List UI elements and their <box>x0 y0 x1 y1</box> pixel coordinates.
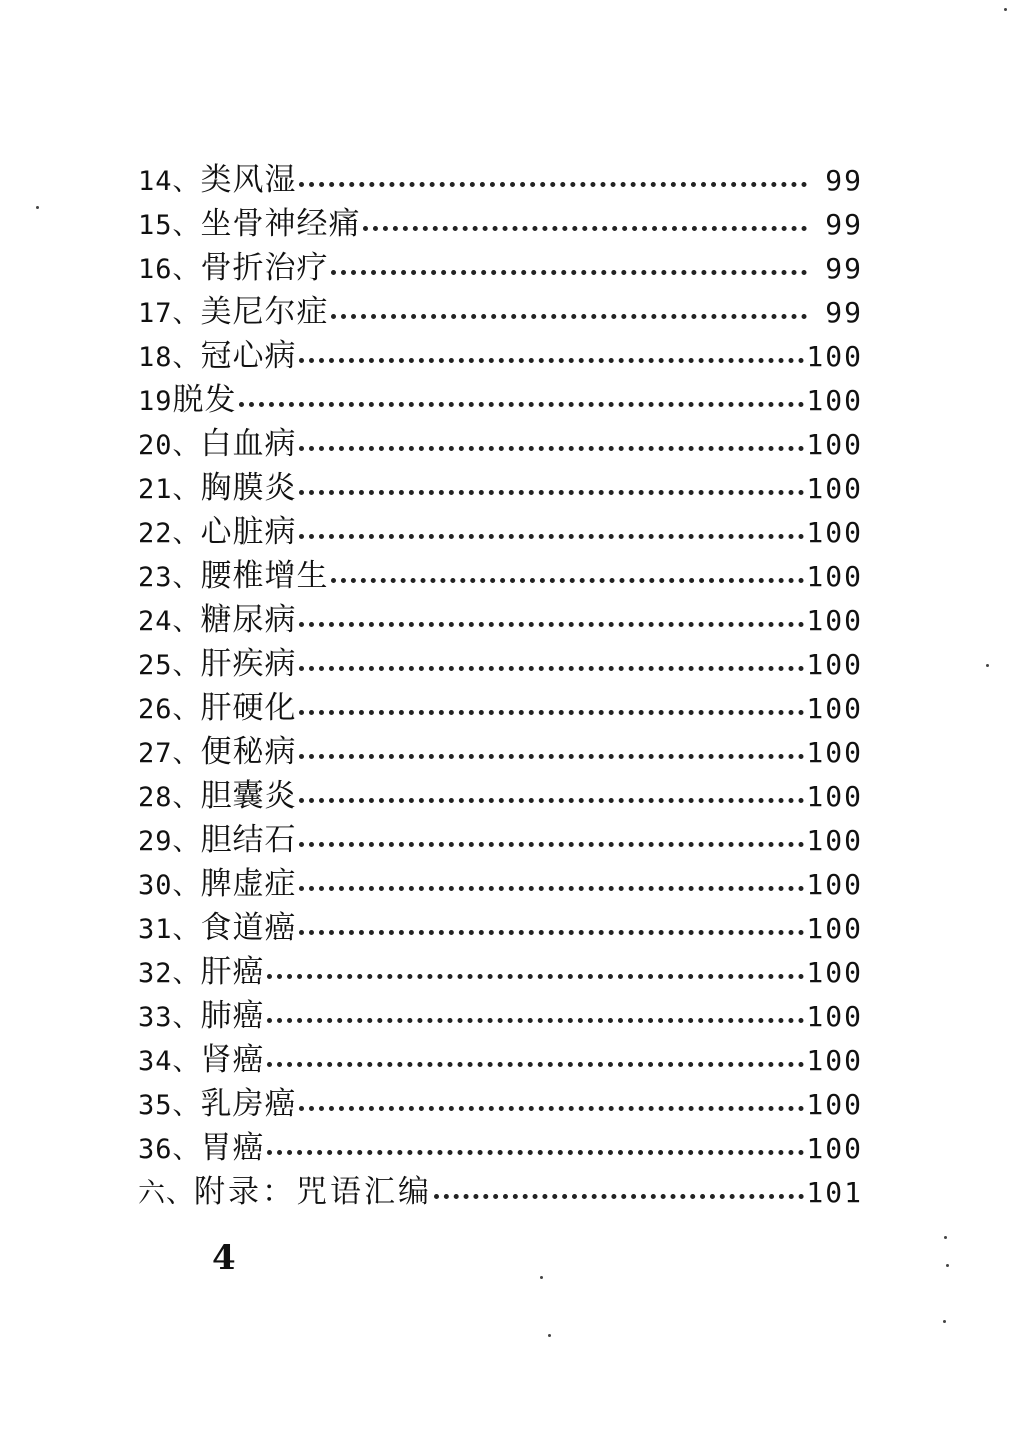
page-number: 4 <box>212 1238 236 1278</box>
entry-number: 25、 <box>138 650 201 681</box>
dot-leader <box>267 1018 805 1023</box>
entry-page: 100 <box>806 648 863 681</box>
toc-entry <box>138 686 863 730</box>
entry-title: 胆囊炎 <box>200 778 297 814</box>
toc-entry <box>138 202 863 246</box>
entry-number: 21、 <box>138 474 201 505</box>
toc-entry <box>138 466 863 510</box>
entry-page: 100 <box>806 780 863 813</box>
toc-entry <box>138 994 863 1038</box>
dot-leader <box>299 886 805 891</box>
toc-entry <box>138 950 863 994</box>
entry-title: 肾癌 <box>200 1042 265 1078</box>
toc-entry <box>138 290 863 334</box>
entry-title: 乳房癌 <box>200 1086 297 1122</box>
entry-page: 100 <box>806 604 863 637</box>
entry-page: 100 <box>806 472 863 505</box>
toc-entry <box>138 906 863 950</box>
entry-title: 冠心病 <box>200 338 297 374</box>
dot-leader <box>267 1062 805 1067</box>
entry-title: 便秘病 <box>200 734 297 770</box>
entry-page: 99 <box>825 252 863 285</box>
entry-number: 18、 <box>138 342 201 373</box>
toc-entry <box>138 774 863 818</box>
entry-page: 99 <box>825 296 863 329</box>
table-of-contents <box>138 158 863 1214</box>
entry-number: 14、 <box>138 166 201 197</box>
entry-page: 100 <box>806 560 863 593</box>
entry-page: 100 <box>806 736 863 769</box>
dot-leader <box>267 1150 805 1155</box>
entry-number: 20、 <box>138 430 201 461</box>
dot-leader <box>299 710 805 715</box>
toc-entry <box>138 422 863 466</box>
entry-title: 脱发 <box>172 382 237 418</box>
entry-number: 15、 <box>138 210 201 241</box>
dot-leader <box>299 490 805 495</box>
dot-leader <box>331 314 807 319</box>
entry-title: 肝硬化 <box>200 690 297 726</box>
dot-leader <box>299 446 805 451</box>
entry-number: 19 <box>138 386 173 417</box>
entry-page: 100 <box>806 340 863 373</box>
toc-entry <box>138 378 863 422</box>
dot-leader <box>299 930 805 935</box>
toc-entry <box>138 1082 863 1126</box>
entry-title: 肝癌 <box>200 954 265 990</box>
entry-page: 100 <box>806 956 863 989</box>
entry-number: 28、 <box>138 782 201 813</box>
dot-leader <box>299 842 805 847</box>
entry-number: 27、 <box>138 738 201 769</box>
toc-entry <box>138 818 863 862</box>
entry-number: 31、 <box>138 914 201 945</box>
entry-page: 99 <box>825 208 863 241</box>
entry-number: 23、 <box>138 562 201 593</box>
entry-number: 24、 <box>138 606 201 637</box>
entry-number: 30、 <box>138 870 201 901</box>
entry-page: 99 <box>825 164 863 197</box>
entry-number: 34、 <box>138 1046 201 1077</box>
scan-speck <box>986 664 989 667</box>
scan-speck <box>943 1320 946 1323</box>
toc-entry <box>138 554 863 598</box>
entry-page: 100 <box>806 516 863 549</box>
entry-title: 肝疾病 <box>200 646 297 682</box>
scan-speck <box>548 1334 551 1337</box>
dot-leader <box>299 666 805 671</box>
scan-speck <box>540 1276 543 1279</box>
entry-page: 100 <box>806 428 863 461</box>
toc-entry <box>138 246 863 290</box>
toc-entry <box>138 730 863 774</box>
toc-entry <box>138 598 863 642</box>
entry-page: 100 <box>806 912 863 945</box>
toc-entry <box>138 1038 863 1082</box>
toc-entry <box>138 642 863 686</box>
entry-number: 33、 <box>138 1002 201 1033</box>
entry-title: 腰椎增生 <box>200 558 329 594</box>
dot-leader <box>299 182 807 187</box>
entry-number: 32、 <box>138 958 201 989</box>
entry-title: 坐骨神经痛 <box>200 206 361 242</box>
entry-title: 心脏病 <box>200 514 297 550</box>
entry-title: 胃癌 <box>200 1130 265 1166</box>
entry-number: 35、 <box>138 1090 201 1121</box>
entry-title: 美尼尔症 <box>200 294 329 330</box>
dot-leader <box>299 534 805 539</box>
toc-entry <box>138 510 863 554</box>
entry-title: 肺癌 <box>200 998 265 1034</box>
scan-speck <box>1004 8 1007 11</box>
scan-speck <box>36 206 39 209</box>
entry-title: 食道癌 <box>200 910 297 946</box>
entry-title: 类风湿 <box>200 162 297 198</box>
entry-title: 白血病 <box>200 426 297 462</box>
entry-page: 100 <box>806 1132 863 1165</box>
dot-leader <box>299 798 805 803</box>
entry-page: 100 <box>806 868 863 901</box>
entry-page: 100 <box>806 824 863 857</box>
entry-title: 胆结石 <box>200 822 297 858</box>
toc-entry <box>138 1126 863 1170</box>
entry-title: 胸膜炎 <box>200 470 297 506</box>
toc-entry <box>138 862 863 906</box>
toc-entry <box>138 334 863 378</box>
dot-leader <box>239 402 805 407</box>
dot-leader <box>434 1194 804 1199</box>
appendix-number: 六、 <box>138 1178 194 1209</box>
entry-number: 16、 <box>138 254 201 285</box>
entry-page: 100 <box>806 1088 863 1121</box>
dot-leader <box>299 358 805 363</box>
scan-speck <box>946 1264 949 1267</box>
entry-title: 糖尿病 <box>200 602 297 638</box>
dot-leader <box>299 622 805 627</box>
entry-page: 100 <box>806 384 863 417</box>
toc-appendix-entry <box>138 1170 863 1214</box>
entry-number: 29、 <box>138 826 201 857</box>
dot-leader <box>267 974 805 979</box>
dot-leader <box>299 1106 805 1111</box>
entry-page: 100 <box>806 692 863 725</box>
entry-page: 100 <box>806 1044 863 1077</box>
entry-page: 100 <box>806 1000 863 1033</box>
appendix-page: 101 <box>806 1176 863 1209</box>
entry-number: 26、 <box>138 694 201 725</box>
entry-title: 脾虚症 <box>200 866 297 902</box>
entry-number: 17、 <box>138 298 201 329</box>
dot-leader <box>331 270 807 275</box>
dot-leader <box>299 754 805 759</box>
entry-number: 36、 <box>138 1134 201 1165</box>
dot-leader <box>331 578 805 583</box>
appendix-title: 附录：咒语汇编 <box>194 1174 432 1210</box>
toc-entry <box>138 158 863 202</box>
entry-title: 骨折治疗 <box>200 250 329 286</box>
scan-speck <box>944 1236 947 1239</box>
dot-leader <box>363 226 807 231</box>
entry-number: 22、 <box>138 518 201 549</box>
